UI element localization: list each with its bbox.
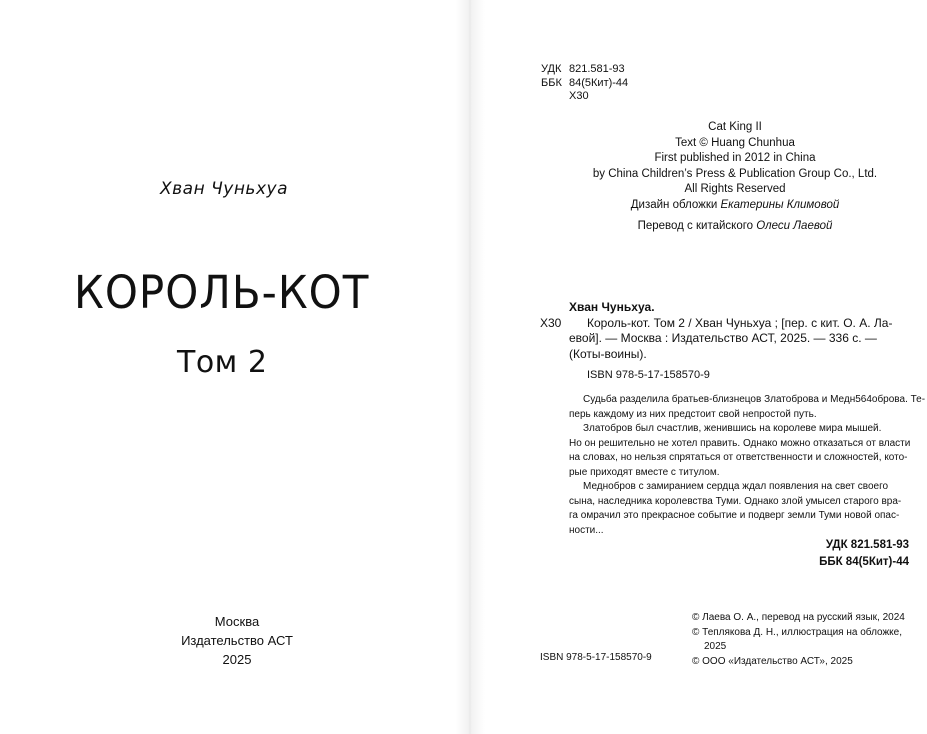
copyright-illustration: © Теплякова Д. Н., иллюстрация на обложке, [692,626,902,638]
credits-block [540,120,927,235]
annotation-line: сына, наследника королевства Туми. Однако злой умысел старого вра- [569,495,902,507]
udk-value: 821.581-93 [569,63,625,75]
annotation-line: на словах, но нельзя спрятаться от ответственности и сложностей, кото- [569,452,908,463]
copyright-publisher: © ООО «Издательство АСТ», 2025 [692,655,853,667]
annotation-line: га омрачил это прекрасное событие и подверг земли Туми новой опас- [569,510,900,521]
final-udk: УДК 821.581-93 [825,539,909,551]
cover-design-credit [540,198,927,214]
final-classification [819,537,909,571]
translation-credit [540,219,927,235]
final-bbk: ББК 84(5Кит)-44 [819,556,909,568]
annotation-line: рые приходят вместе с титулом. [569,466,720,478]
annotation [569,393,926,538]
bib-line: евой]. — Москва : Издательство АСТ, 2025. — 336 с. — [569,331,877,345]
copyright-notices [692,611,922,669]
book-title: КОРОЛЬ-КОТ [74,266,370,319]
translation-prefix: Перевод с китайского [637,220,754,232]
bottom-isbn: ISBN 978-5-17-158570-9 [540,652,652,663]
cover-design-prefix: Дизайн обложки [630,198,718,211]
bib-description [569,316,912,363]
annotation-line: Меднобров с замиранием сердца ждал появления на свет своего [583,481,889,492]
author-code: Х30 [569,90,589,102]
annotation-line: Судьба разделила братьев-близнецов Златоброва и Медн564оброва. Те- [583,394,926,405]
bib-code: Х30 [540,315,562,330]
annotation-line: Златобров был счастлив, женившись на королеве мира мышей. [583,423,882,434]
cover-designer-name: Екатерины Климовой [720,198,840,211]
imprint-year: 2025 [222,652,252,667]
imprint-publisher: Издательство АСТ [181,633,293,648]
book-gutter [455,0,485,734]
annotation-line: перь каждому из них предстоит свой непростой путь. [569,408,817,420]
bbk-label: ББК [541,77,562,89]
translator-name: Олеси Лаевой [756,220,833,232]
publisher-en: by China Children’s Press & Publication Group Co., Ltd. [592,167,878,180]
rights-reserved: All Rights Reserved [684,183,786,195]
imprint-city: Москва [214,614,260,629]
copyright-illustration-year: 2025 [704,641,727,652]
author-name: Хван Чуньхуа [160,179,288,199]
bib-author: Хван Чуньхуа. [569,300,655,314]
bib-isbn: ISBN 978-5-17-158570-9 [587,369,710,381]
bib-line: (Коты-воины). [569,346,647,361]
bbk-value: 84(5Кит)-44 [569,77,629,89]
bibliographic-record [540,300,912,384]
bib-line: Король-кот. Том 2 / Хван Чуньхуа ; [пер. с кит. О. А. Ла- [587,315,893,330]
copyright-translation: © Лаева О. А., перевод на русский язык, 2024 [692,612,905,623]
imprint [150,612,324,669]
classification-block [541,62,628,90]
original-title: Cat King II [708,121,762,133]
volume-number: Том 2 [177,345,268,380]
first-published: First published in 2012 in China [654,152,816,164]
annotation-line: ности... [569,524,604,536]
annotation-line: Но он решительно не хотел править. Однако можно отказаться от власти [569,437,911,449]
udk-label: УДК [541,63,562,75]
text-copyright: Text © Huang Chunhua [675,136,795,149]
